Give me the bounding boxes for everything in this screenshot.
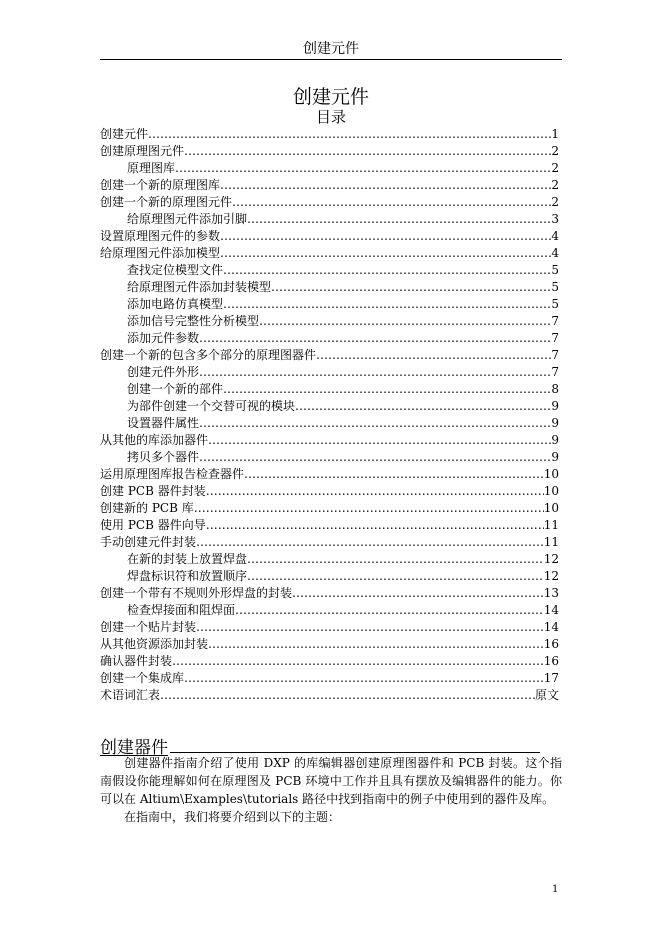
toc-entry-label: 创建一个新的包含多个部分的原理图器件 — [100, 348, 317, 362]
section-heading: 创建器件 — [100, 738, 168, 758]
toc-entry-page-number: 11 — [543, 518, 559, 532]
toc-entry-label: 创建一个贴片封装 — [100, 620, 197, 634]
toc-entry-page-number: 4 — [551, 246, 559, 260]
toc-entry-page-number: 7 — [551, 314, 559, 328]
toc-entry-page-number: 2 — [551, 178, 559, 192]
toc-leader-dots — [247, 568, 544, 585]
toc-entry-label: 给原理图元件添加封装模型 — [127, 280, 272, 294]
toc-entry-label: 创建新的 PCB 库 — [100, 501, 194, 515]
toc-entry-page-number: 1 — [551, 127, 559, 141]
toc-leader-dots — [316, 347, 551, 364]
toc-leader-dots — [271, 279, 551, 296]
toc-entry-label: 手动创建元件封装 — [100, 535, 197, 549]
toc-entry[interactable] — [100, 126, 559, 143]
toc-heading: 目录 — [315, 108, 346, 126]
toc-entry[interactable] — [100, 585, 559, 602]
toc-entry-page-number: 7 — [551, 365, 559, 379]
toc-entry-label: 从其他的库添加器件 — [100, 433, 209, 447]
toc-entry[interactable] — [100, 568, 559, 585]
toc-entry-label: 原理图库 — [127, 161, 176, 175]
toc-entry-page-number: 11 — [543, 535, 559, 549]
toc-entry[interactable] — [100, 670, 559, 687]
toc-entry[interactable] — [100, 449, 559, 466]
toc-entry-label: 创建 PCB 器件封装 — [100, 484, 206, 498]
toc-entry-page-number: 12 — [543, 552, 559, 566]
toc-leader-dots — [206, 517, 544, 534]
toc-entry-page-number: 16 — [543, 654, 559, 668]
toc-entry[interactable] — [100, 534, 559, 551]
toc-entry-label: 在新的封装上放置焊盘 — [127, 552, 248, 566]
toc-entry-page-number: 5 — [551, 297, 559, 311]
toc-leader-dots — [220, 228, 551, 245]
toc-entry[interactable] — [100, 313, 559, 330]
toc-entry-page-number: 12 — [543, 569, 559, 583]
toc-entry[interactable] — [100, 347, 559, 364]
toc-leader-dots — [235, 602, 544, 619]
toc-entry-label: 术语词汇表 — [100, 688, 161, 702]
toc-entry-label: 给原理图元件添加引脚 — [127, 212, 248, 226]
toc-entry-page-number: 8 — [551, 382, 559, 396]
toc-entry[interactable] — [100, 364, 559, 381]
toc-leader-dots — [199, 449, 551, 466]
toc-entry-page-number: 13 — [543, 586, 559, 600]
toc-leader-dots — [295, 398, 551, 415]
toc-entry-label: 从其他资源添加封装 — [100, 637, 209, 651]
toc-entry[interactable] — [100, 636, 559, 653]
toc-entry-page-number: 10 — [543, 484, 559, 498]
toc-entry-page-number: 16 — [543, 637, 559, 651]
toc-entry-page-number: 原文 — [534, 688, 559, 702]
toc-entry-label: 确认器件封装 — [100, 654, 173, 668]
body-text — [100, 754, 562, 826]
toc-entry-label: 设置器件属性 — [127, 416, 200, 430]
toc-leader-dots — [194, 500, 544, 517]
toc-leader-dots — [223, 296, 551, 313]
toc-entry-label: 创建一个带有不规则外形焊盘的封装 — [100, 586, 293, 600]
header-rule — [100, 59, 562, 60]
toc-leader-dots — [184, 143, 551, 160]
running-header: 创建元件 — [303, 41, 359, 57]
body-paragraph: 在指南中，我们将要介绍到以下的主题： — [124, 810, 341, 824]
toc-entry[interactable] — [100, 653, 559, 670]
toc-entry-page-number: 9 — [551, 399, 559, 413]
toc-leader-dots — [184, 670, 544, 687]
toc-entry[interactable] — [100, 228, 559, 245]
toc-entry-label: 为部件创建一个交替可视的模块 — [127, 399, 296, 413]
toc-leader-dots — [199, 415, 551, 432]
toc-entry-label: 创建一个新的部件 — [127, 382, 224, 396]
toc-entry-label: 给原理图元件添加模型 — [100, 246, 221, 260]
toc-entry-page-number: 14 — [543, 603, 559, 617]
toc-entry-label: 查找定位模型文件 — [127, 263, 224, 277]
toc-leader-dots — [196, 619, 544, 636]
toc-entry-page-number: 5 — [551, 263, 559, 277]
toc-entry-label: 创建一个集成库 — [100, 671, 185, 685]
toc-leader-dots — [232, 194, 551, 211]
toc-entry-label: 创建一个新的原理图元件 — [100, 195, 233, 209]
toc-leader-dots — [196, 534, 544, 551]
toc-leader-dots — [292, 585, 544, 602]
toc-leader-dots — [244, 466, 544, 483]
toc-leader-dots — [172, 653, 544, 670]
toc-entry-label: 创建元件外形 — [127, 365, 200, 379]
toc-entry-page-number: 2 — [551, 144, 559, 158]
toc-entry-page-number: 14 — [543, 620, 559, 634]
toc-entry[interactable] — [100, 551, 559, 568]
toc-entry[interactable] — [100, 466, 559, 483]
toc-leader-dots — [247, 551, 544, 568]
toc-leader-dots — [199, 330, 551, 347]
toc-leader-dots — [259, 313, 551, 330]
toc-entry-label: 创建原理图元件 — [100, 144, 185, 158]
toc-entry-label: 创建元件 — [100, 127, 149, 141]
toc-entry[interactable] — [100, 262, 559, 279]
toc-entry-page-number: 17 — [543, 671, 559, 685]
toc-entry[interactable] — [100, 160, 559, 177]
toc-entry-page-number: 3 — [551, 212, 559, 226]
toc-entry-page-number: 4 — [551, 229, 559, 243]
toc-leader-dots — [247, 211, 551, 228]
toc-entry-page-number: 5 — [551, 280, 559, 294]
toc-leader-dots — [175, 160, 551, 177]
toc-entry-label: 拷贝多个器件 — [127, 450, 200, 464]
body-paragraph: 创建器件指南介绍了使用 DXP 的库编辑器创建原理图器件和 PCB 封装。这个指南假设你能理解如何在原理图及 PCB 环境中工作并且具有摆放及编辑器件的能力。你可以在 Altium\Examples\tutorials 路径中找到指南中的例子中使用到的器件及库。 — [100, 756, 562, 806]
toc-entry-page-number: 2 — [551, 161, 559, 175]
toc-entry-label: 使用 PCB 器件向导 — [100, 518, 206, 532]
toc-entry[interactable] — [100, 279, 559, 296]
toc-entry[interactable] — [100, 483, 559, 500]
toc-entry[interactable] — [100, 432, 559, 449]
toc-entry[interactable] — [100, 194, 559, 211]
toc-leader-dots — [223, 381, 551, 398]
toc-entry-label: 创建一个新的原理图库 — [100, 178, 221, 192]
toc-entry[interactable] — [100, 245, 559, 262]
toc-entry-label: 添加元件参数 — [127, 331, 200, 345]
toc-entry-label: 运用原理图库报告检查器件 — [100, 467, 245, 481]
toc-entry-page-number: 10 — [543, 501, 559, 515]
toc-entry[interactable] — [100, 381, 559, 398]
document-title: 创建元件 — [292, 86, 369, 108]
toc-leader-dots — [208, 432, 551, 449]
toc-leader-dots — [160, 687, 535, 704]
toc-entry-label: 焊盘标识符和放置顺序 — [127, 569, 248, 583]
toc-entry-page-number: 7 — [551, 348, 559, 362]
toc-leader-dots — [220, 245, 551, 262]
toc-entry-label: 添加电路仿真模型 — [127, 297, 224, 311]
toc-entry[interactable] — [100, 517, 559, 534]
heading-rule — [170, 752, 540, 753]
toc-leader-dots — [220, 177, 551, 194]
toc-entry[interactable] — [100, 619, 559, 636]
toc-entry[interactable] — [100, 330, 559, 347]
toc-entry[interactable] — [100, 500, 559, 517]
toc-leader-dots — [199, 364, 551, 381]
toc-entry[interactable] — [100, 415, 559, 432]
toc-entry-page-number: 2 — [551, 195, 559, 209]
table-of-contents — [100, 126, 559, 704]
toc-leader-dots — [223, 262, 551, 279]
toc-entry[interactable] — [100, 687, 559, 704]
toc-leader-dots — [208, 636, 544, 653]
toc-entry[interactable] — [100, 211, 559, 228]
toc-entry[interactable] — [100, 296, 559, 313]
toc-leader-dots — [206, 483, 544, 500]
page-number: 1 — [552, 884, 559, 895]
toc-entry[interactable] — [100, 398, 559, 415]
toc-entry-label: 检查焊接面和阻焊面 — [127, 603, 236, 617]
toc-entry[interactable] — [100, 177, 559, 194]
toc-entry[interactable] — [100, 143, 559, 160]
toc-leader-dots — [148, 126, 551, 143]
toc-entry-page-number: 9 — [551, 416, 559, 430]
toc-entry-page-number: 9 — [551, 433, 559, 447]
toc-entry-page-number: 10 — [543, 467, 559, 481]
toc-entry[interactable] — [100, 602, 559, 619]
toc-entry-page-number: 7 — [551, 331, 559, 345]
toc-entry-page-number: 9 — [551, 450, 559, 464]
toc-entry-label: 添加信号完整性分析模型 — [127, 314, 260, 328]
toc-entry-label: 设置原理图元件的参数 — [100, 229, 221, 243]
